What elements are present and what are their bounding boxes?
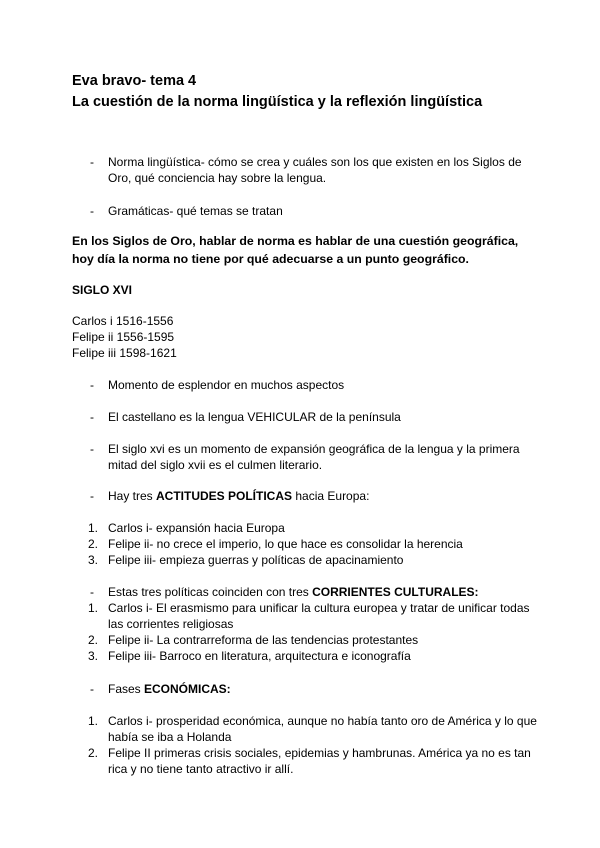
list-number: 3.	[88, 553, 99, 567]
list-number: 2.	[88, 746, 99, 760]
bullet-text	[108, 681, 540, 697]
list-item-text: Felipe iii- Barroco en literatura, arquitectura e iconografía	[108, 649, 411, 663]
section-heading-siglo-xvi: SIGLO XVI	[72, 283, 133, 297]
culturales-list-item-2	[90, 632, 540, 648]
list-number: 1.	[88, 601, 99, 615]
list-item-text: Carlos i- El erasmismo para unificar la cultura europea y tratar de unificar todas las corrientes religiosas	[108, 601, 530, 631]
list-number: 1.	[88, 714, 99, 728]
bullet-corrientes-culturales	[90, 584, 540, 600]
list-item-text: Carlos i- expansión hacia Europa	[108, 521, 285, 535]
bullet-dash: -	[90, 489, 94, 503]
bullet-text: Momento de esplendor en muchos aspectos	[108, 378, 345, 392]
bullet-text: El castellano es la lengua VEHICULAR de la península	[108, 410, 401, 424]
bullet-text-prefix: Fases	[108, 682, 145, 696]
list-number: 2.	[88, 537, 99, 551]
list-item-text: Felipe iii- empieza guerras y políticas de apacinamiento	[108, 553, 404, 567]
bullet-text	[108, 488, 540, 504]
bullet-text-suffix: hacia Europa:	[292, 489, 370, 503]
reign-felipe-iii: Felipe iii 1598-1621	[72, 346, 177, 360]
list-number: 3.	[88, 649, 99, 663]
list-item-text: Felipe ii- La contrarreforma de las tendencias protestantes	[108, 633, 419, 647]
bullet-text-prefix: Estas tres políticas coinciden con tres	[108, 585, 313, 599]
economicas-list-item-2	[90, 745, 540, 777]
politicas-list-item-1	[90, 520, 540, 536]
list-item-text: Felipe ii- no crece el imperio, lo que hace es consolidar la herencia	[108, 537, 463, 551]
bullet-dash: -	[90, 442, 94, 456]
bullet-dash: -	[90, 410, 94, 424]
list-number: 1.	[88, 521, 99, 535]
bullet-text: Gramáticas- qué temas se tratan	[108, 204, 283, 218]
intro-bullet-1	[90, 154, 540, 186]
bullet-dash: -	[90, 682, 94, 696]
economicas-list-item-1	[90, 713, 540, 745]
document-title-line-1: Eva bravo- tema 4	[72, 73, 197, 89]
bold-paragraph: En los Siglos de Oro, hablar de norma es hablar de una cuestión geográfica, hoy día la norma no tiene por qué adecuarse a un punto geográfico.	[72, 234, 519, 266]
culturales-list-item-1	[90, 600, 540, 632]
document-title-line-2: La cuestión de la norma lingüística y la reflexión lingüística	[72, 94, 483, 110]
intro-bullet-2	[90, 203, 540, 219]
list-item-text: Carlos i- prosperidad económica, aunque no había tanto oro de América y lo que había se iba a Holanda	[108, 714, 537, 744]
reign-felipe-ii: Felipe ii 1556-1595	[72, 330, 175, 344]
list-item-text: Felipe II primeras crisis sociales, epidemias y hambrunas. América ya no es tan rica y no tiene tanto atractivo ir allí.	[108, 746, 531, 776]
culturales-list-item-3	[90, 648, 540, 664]
reign-carlos-i: Carlos i 1516-1556	[72, 314, 174, 328]
bullet-dash: -	[90, 378, 94, 392]
politicas-list-item-3	[90, 552, 540, 568]
bullet-text-bold: CORRIENTES CULTURALES:	[312, 585, 479, 599]
bullet-text-bold: ECONÓMICAS:	[144, 682, 231, 696]
bullet-actitudes-politicas	[90, 488, 540, 504]
list-number: 2.	[88, 633, 99, 647]
bullet-text: Norma lingüística- cómo se crea y cuáles son los que existen en los Siglos de Oro, qué conciencia hay sobre la lengua.	[108, 155, 522, 185]
politicas-list-item-2	[90, 536, 540, 552]
bullet-expansion	[90, 441, 540, 473]
bullet-text-prefix: Hay tres	[108, 489, 157, 503]
bullet-fases-economicas	[90, 681, 540, 697]
bullet-dash: -	[90, 204, 94, 218]
bullet-dash: -	[90, 585, 94, 599]
bullet-text	[108, 584, 540, 600]
bullet-text-bold: ACTITUDES POLÍTICAS	[156, 489, 293, 503]
bullet-dash: -	[90, 155, 94, 169]
bullet-esplendor	[90, 377, 540, 393]
bullet-vehicular	[90, 409, 540, 425]
bullet-text: El siglo xvi es un momento de expansión geográfica de la lengua y la primera mitad del siglo xvii es el culmen literario.	[108, 442, 520, 472]
